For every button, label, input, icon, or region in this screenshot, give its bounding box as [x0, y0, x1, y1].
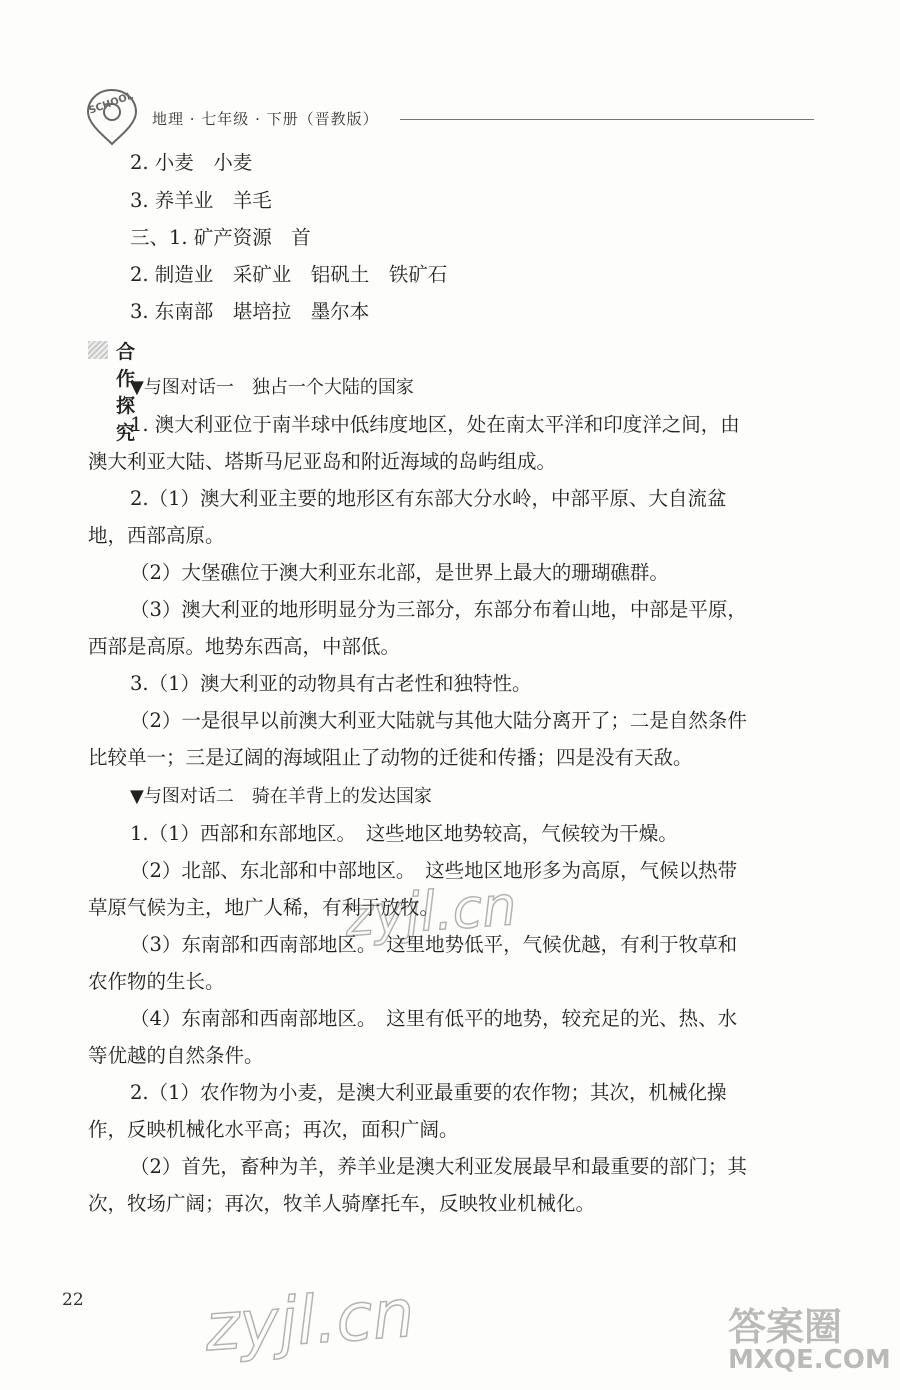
book-title: 地理 · 七年级 · 下册（晋教版） [152, 110, 379, 128]
header-rule [400, 119, 814, 120]
watermark-corner-site: MXQE.COM [728, 1345, 891, 1375]
paragraph-line: 次，牧场广阔；再次，牧羊人骑摩托车，反映牧业机械化。 [88, 1192, 596, 1215]
paragraph-line: 农作物的生长。 [88, 970, 225, 993]
answer-line: 2. 小麦 小麦 [130, 151, 253, 174]
page-header [82, 86, 822, 146]
paragraph-line: 澳大利亚大陆、塔斯马尼亚岛和附近海域的岛屿组成。 [88, 450, 557, 473]
subsection-heading: ▼与图对话二 骑在羊背上的发达国家 [130, 786, 432, 807]
watermark-bottom: zyjl.cn [202, 1274, 417, 1367]
section-title: 合作探究 [116, 341, 136, 444]
paragraph-line: （2）首先，畜种为羊，养羊业是澳大利亚发展最早和最重要的部门；其 [130, 1155, 747, 1178]
paragraph-line: （2）一是很早以前澳大利亚大陆就与其他大陆分离开了；二是自然条件 [130, 709, 747, 732]
paragraph-line: 2.（1）澳大利亚主要的地形区有东部大分水岭，中部平原、大自流盆 [130, 487, 727, 510]
paragraph-line: 1.（1）西部和东部地区。 这些地区地势较高，气候较为干燥。 [130, 822, 678, 845]
paragraph-line: 2.（1）农作物为小麦，是澳大利亚最重要的农作物；其次，机械化操 [130, 1081, 727, 1104]
paragraph-line: （4）东南部和西南部地区。 这里有低平的地势，较充足的光、热、水 [130, 1007, 738, 1030]
paragraph-line: 作，反映机械化水平高；再次，面积广阔。 [88, 1118, 459, 1141]
section-marker-icon [88, 341, 108, 359]
paragraph-line: 地，西部高原。 [88, 524, 225, 547]
watermark-corner-logo: 答案圈 [728, 1305, 843, 1349]
paragraph-line: （2）北部、东北部和中部地区。 这些地区地形多为高原，气候以热带 [130, 859, 738, 882]
paragraph-line: 草原气候为主，地广人稀，有利于放牧。 [88, 896, 440, 919]
svg-text:SCHOOL: SCHOOL [87, 90, 135, 117]
watermark-mid: zyjl.cn [343, 874, 519, 949]
subsection-heading: ▼与图对话一 独占一个大陆的国家 [130, 377, 414, 398]
paragraph-line: 西部是高原。地势东西高，中部低。 [88, 635, 401, 658]
page-number: 22 [62, 1290, 84, 1310]
answer-line: 3. 东南部 堪培拉 墨尔本 [130, 300, 370, 323]
answer-line: 3. 养羊业 羊毛 [130, 189, 272, 212]
paragraph-line: （3）东南部和西南部地区。 这里地势低平，气候优越，有利于牧草和 [130, 933, 738, 956]
answer-line: 三、1. 矿产资源 首 [130, 226, 311, 249]
answer-line: 2. 制造业 采矿业 铝矾土 铁矿石 [130, 263, 448, 286]
school-logo-icon [82, 86, 142, 146]
paragraph-line: 3.（1）澳大利亚的动物具有古老性和独特性。 [130, 672, 532, 695]
paragraph-line: （3）澳大利亚的地形明显分为三部分，东部分布着山地，中部是平原， [130, 598, 747, 621]
paragraph-line: 比较单一；三是辽阔的海域阻止了动物的迁徙和传播；四是没有天敌。 [88, 746, 693, 769]
paragraph-line: （2）大堡礁位于澳大利亚东北部，是世界上最大的珊瑚礁群。 [130, 561, 669, 584]
paragraph-line: 等优越的自然条件。 [88, 1044, 264, 1067]
paragraph-line: 1. 澳大利亚位于南半球中低纬度地区，处在南太平洋和印度洋之间，由 [130, 413, 740, 436]
